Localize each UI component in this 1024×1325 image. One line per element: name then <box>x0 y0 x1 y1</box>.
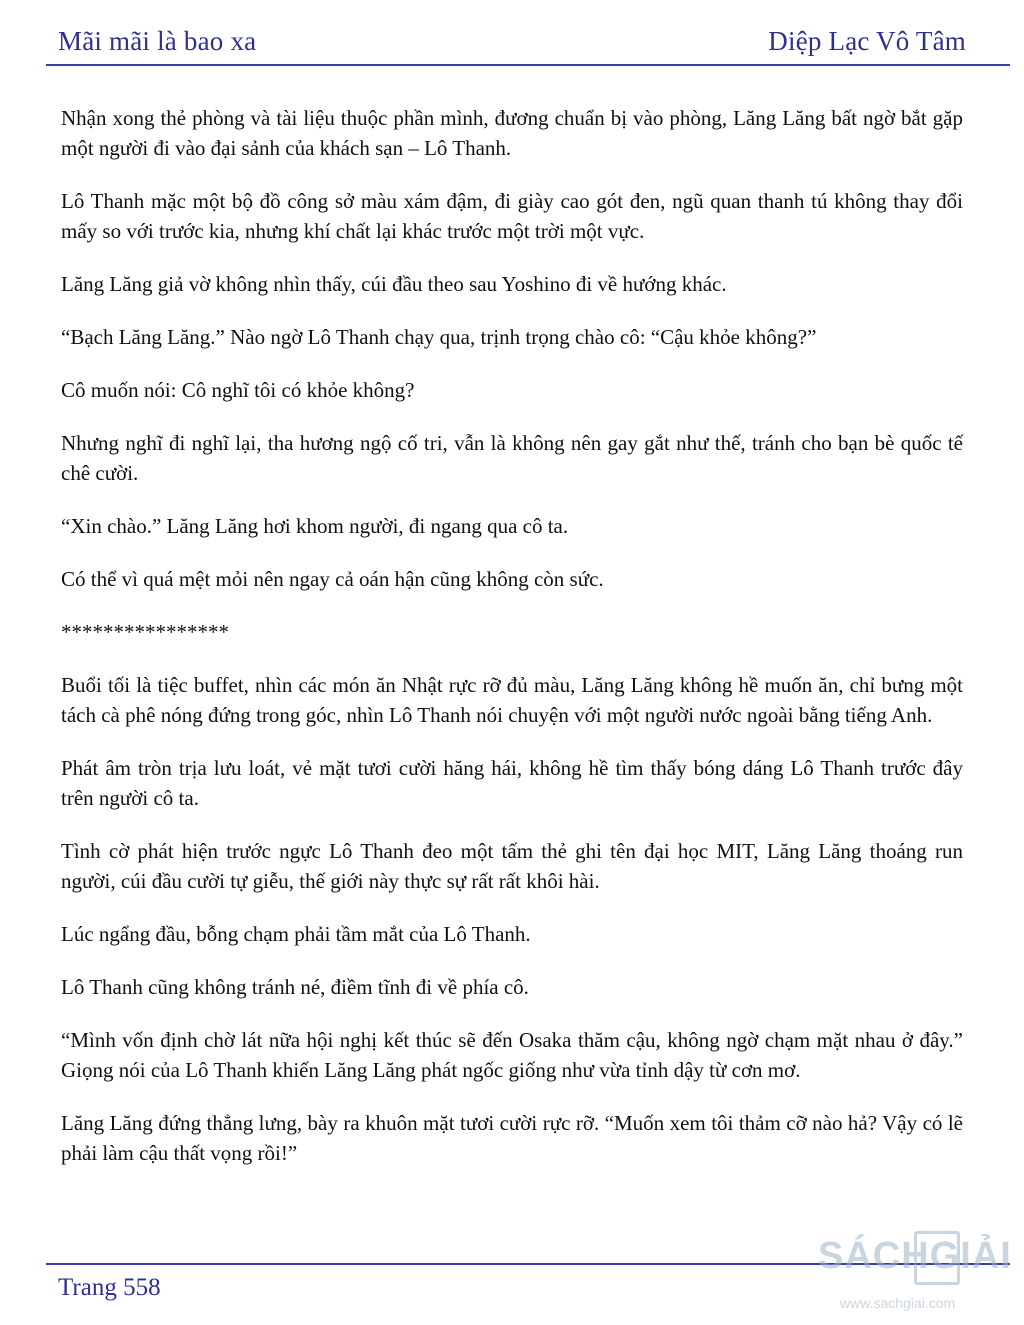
book-title: Mãi mãi là bao xa <box>58 26 257 56</box>
paragraph: Phát âm tròn trịa lưu loát, vẻ mặt tươi cười hăng hái, không hề tìm thấy bóng dáng Lô Thanh trước đây trên người cô ta. <box>61 756 963 810</box>
watermark-url: www.sachgiai.com <box>840 1295 956 1311</box>
page-header <box>58 26 966 62</box>
paragraph: Lô Thanh mặc một bộ đồ công sở màu xám đậm, đi giày cao gót đen, ngũ quan thanh tú không thay đổi mấy so với trước kia, nhưng khí chất lại khác trước một trời một vực. <box>61 189 963 243</box>
paragraph: Có thể vì quá mệt mỏi nên ngay cả oán hận cũng không còn sức. <box>61 567 604 591</box>
paragraph: “Mình vốn định chờ lát nữa hội nghị kết thúc sẽ đến Osaka thăm cậu, không ngờ chạm mặt nhau ở đây.” Giọng nói của Lô Thanh khiến Lăng Lăng phát ngốc giống như vừa tỉnh dậy từ cơn mơ. <box>61 1028 963 1082</box>
watermark-logo <box>818 1235 1018 1315</box>
page-body <box>61 103 963 1191</box>
author-name: Diệp Lạc Vô Tâm <box>768 26 966 56</box>
scene-break: **************** <box>61 620 229 644</box>
paragraph: Tình cờ phát hiện trước ngực Lô Thanh đeo một tấm thẻ ghi tên đại học MIT, Lăng Lăng thoáng run người, cúi đầu cười tự giễu, thế giới này thực sự rất rất khôi hài. <box>61 839 963 893</box>
paragraph: Buổi tối là tiệc buffet, nhìn các món ăn Nhật rực rỡ đủ màu, Lăng Lăng không hề muốn ăn, chỉ bưng một tách cà phê nóng đứng trong góc, nhìn Lô Thanh nói chuyện với một người nước ngoài bằng tiếng Anh. <box>61 673 963 727</box>
paragraph: Cô muốn nói: Cô nghĩ tôi có khỏe không? <box>61 378 415 402</box>
paragraph: Nhận xong thẻ phòng và tài liệu thuộc phần mình, đương chuẩn bị vào phòng, Lăng Lăng bất ngờ bắt gặp một người đi vào đại sảnh của khách sạn – Lô Thanh. <box>61 106 963 160</box>
page-number: Trang 558 <box>58 1274 161 1301</box>
paragraph: Lăng Lăng đứng thẳng lưng, bày ra khuôn mặt tươi cười rực rỡ. “Muốn xem tôi thảm cỡ nào hả? Vậy có lẽ phải làm cậu thất vọng rồi!” <box>61 1111 963 1165</box>
paragraph: Lúc ngẩng đầu, bỗng chạm phải tầm mắt của Lô Thanh. <box>61 922 531 946</box>
paragraph: “Xin chào.” Lăng Lăng hơi khom người, đi ngang qua cô ta. <box>61 514 569 538</box>
header-divider <box>46 64 1010 66</box>
watermark-brand: SÁCHGIẢI <box>818 1235 1012 1277</box>
paragraph: “Bạch Lăng Lăng.” Nào ngờ Lô Thanh chạy qua, trịnh trọng chào cô: “Cậu khỏe không?” <box>61 325 817 349</box>
paragraph: Nhưng nghĩ đi nghĩ lại, tha hương ngộ cố tri, vẫn là không nên gay gắt như thế, tránh cho bạn bè quốc tế chê cười. <box>61 431 963 485</box>
paragraph: Lăng Lăng giả vờ không nhìn thấy, cúi đầu theo sau Yoshino đi về hướng khác. <box>61 272 727 296</box>
paragraph: Lô Thanh cũng không tránh né, điềm tĩnh đi về phía cô. <box>61 975 529 999</box>
